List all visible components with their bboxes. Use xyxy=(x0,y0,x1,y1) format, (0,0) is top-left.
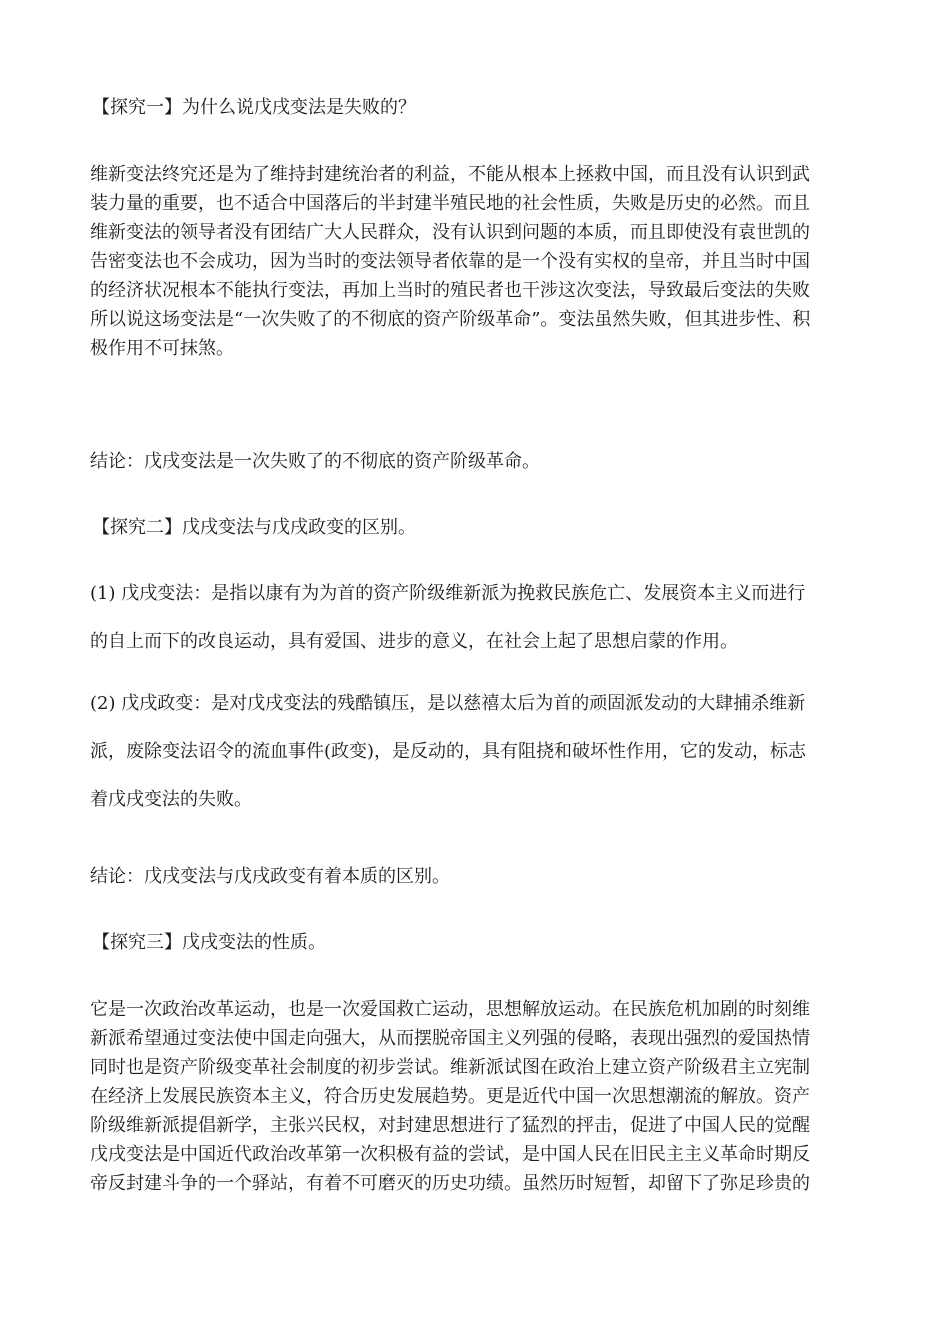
paragraph-line: (1) 戊戌变法：是指以康有为为首的资产阶级维新派为挽救民族危亡、发展资本主义而进行 xyxy=(90,583,806,604)
section1-paragraph xyxy=(90,160,865,363)
section2-item2 xyxy=(90,680,865,824)
paragraph-line: 它是一次政治改革运动，也是一次爱国救亡运动，思想解放运动。在民族危机加剧的时刻维 xyxy=(90,999,810,1020)
paragraph-line: 在经济上发展民族资本主义，符合历史发展趋势。更是近代中国一次思想潮流的解放。资产 xyxy=(90,1086,810,1107)
paragraph-line: 派，废除变法诏令的流血事件(政变)，是反动的，具有阻挠和破坏性作用，它的发动，标志 xyxy=(90,741,807,762)
paragraph-line: (2) 戊戌政变：是对戊戌变法的残酷镇压，是以慈禧太后为首的顽固派发动的大肆捕杀维新 xyxy=(90,693,806,714)
paragraph-line: 阶级维新派提倡新学，主张兴民权，对封建思想进行了猛烈的抨击，促进了中国人民的觉醒 xyxy=(90,1115,810,1136)
paragraph-line: 同时也是资产阶级变革社会制度的初步尝试。维新派试图在政治上建立资产阶级君主立宪制 xyxy=(90,1057,810,1078)
section2-conclusion: 结论：戊戌变法与戊戌政变有着本质的区别。 xyxy=(90,866,450,887)
paragraph-line: 所以说这场变法是“一次失败了的不彻底的资产阶级革命”。变法虽然失败，但其进步性、积 xyxy=(90,309,811,330)
paragraph-line: 的自上而下的改良运动，具有爱国、进步的意义，在社会上起了思想启蒙的作用。 xyxy=(90,631,738,652)
section2-item1 xyxy=(90,570,865,666)
paragraph-line: 装力量的重要，也不适合中国落后的半封建半殖民地的社会性质，失败是历史的必然。而且 xyxy=(90,193,810,214)
paragraph-line: 告密变法也不会成功，因为当时的变法领导者依靠的是一个没有实权的皇帝，并且当时中国 xyxy=(90,251,810,272)
paragraph-line: 帝反封建斗争的一个驿站，有着不可磨灭的历史功绩。虽然历时短暂，却留下了弥足珍贵的 xyxy=(90,1173,810,1194)
paragraph-line: 新派希望通过变法使中国走向强大，从而摆脱帝国主义列强的侵略，表现出强烈的爱国热情 xyxy=(90,1028,810,1049)
section1-heading: 【探究一】为什么说戊戌变法是失败的？ xyxy=(92,97,416,118)
paragraph-line: 的经济状况根本不能执行变法，再加上当时的殖民者也干涉这次变法，导致最后变法的失败 xyxy=(90,280,810,301)
section1-conclusion: 结论：戊戌变法是一次失败了的不彻底的资产阶级革命。 xyxy=(90,451,540,472)
paragraph-line: 维新变法的领导者没有团结广大人民群众，没有认识到问题的本质，而且即使没有袁世凯的 xyxy=(90,222,810,243)
section2-heading: 【探究二】戊戌变法与戊戌政变的区别。 xyxy=(92,517,416,538)
section3-heading: 【探究三】戊戌变法的性质。 xyxy=(92,932,326,953)
paragraph-line: 着戊戌变法的失败。 xyxy=(90,789,252,810)
section3-paragraph xyxy=(90,995,865,1198)
paragraph-line: 维新变法终究还是为了维持封建统治者的利益，不能从根本上拯救中国，而且没有认识到武 xyxy=(90,164,810,185)
paragraph-line: 极作用不可抹煞。 xyxy=(90,338,234,359)
paragraph-line: 戊戌变法是中国近代政治改革第一次积极有益的尝试，是中国人民在旧民主主义革命时期反 xyxy=(90,1144,810,1165)
